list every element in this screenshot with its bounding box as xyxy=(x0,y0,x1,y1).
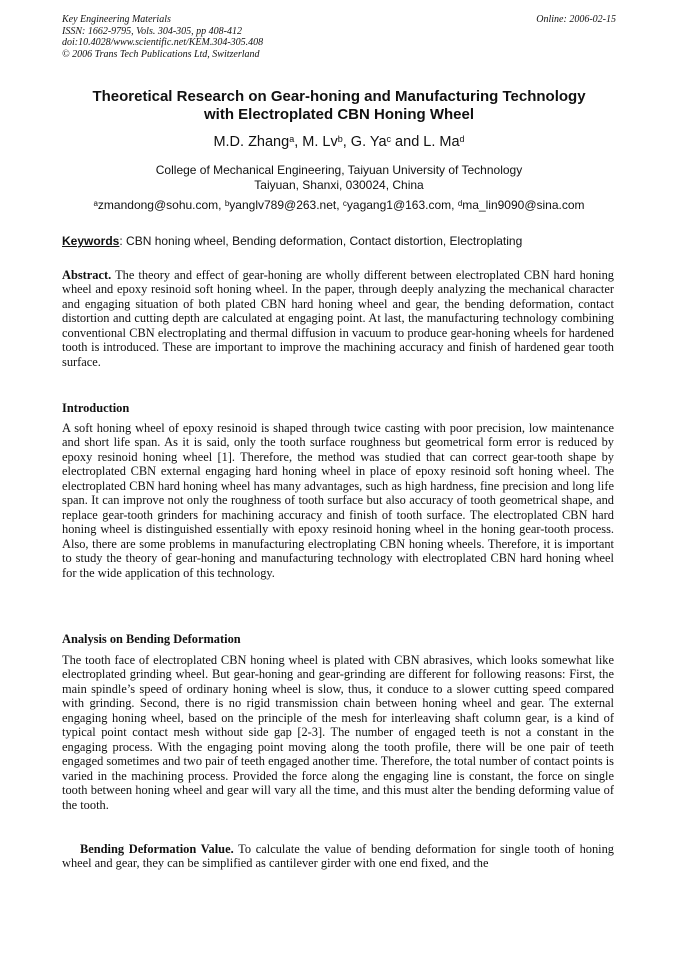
email-mark: d xyxy=(457,199,463,208)
affiliation-line-2: Taiyuan, Shanxi, 030024, China xyxy=(254,178,424,192)
online-date: Online: 2006-02-15 xyxy=(536,14,616,25)
email-separator: , xyxy=(218,198,225,212)
author-name: M. Lv xyxy=(302,134,338,150)
author-separator: , xyxy=(342,134,351,150)
author-separator: , xyxy=(294,134,303,150)
keywords-label: Keywords xyxy=(62,234,120,248)
title-line-1: Theoretical Research on Gear-honing and Manufacturing Technology xyxy=(92,88,586,105)
author-separator: and xyxy=(391,134,424,150)
email-mark: b xyxy=(224,199,230,208)
email-mark: a xyxy=(93,199,98,208)
author-name: M.D. Zhang xyxy=(213,134,290,150)
author-name: G. Ya xyxy=(350,134,387,150)
keywords-text: : CBN honing wheel, Bending deformation, Contact distortion, Electroplating xyxy=(119,234,523,248)
issn-line: ISSN: 1662-9795, Vols. 304-305, pp 408-412 xyxy=(62,25,242,37)
email-separator: , xyxy=(336,198,343,212)
author-affiliation-mark: c xyxy=(386,134,392,144)
bending-paragraph: The tooth face of electroplated CBN honing wheel is plated with CBN abrasives, which looks somewhat like electroplated grinding wheel. But gear-honing and gear-grinding are different for following reasons: First, the main spindle’s speed of ordinary honing wheel is slow, thus, it conduce to a slower cutting speed compared with grinding. Second, there is no rigid transmission chain between honing wheel and gear. The external engaging honing wheel, based on the principle of the mesh for interleaving shaft column gear, is a kind of typical point contact mesh without side gap [2-3]. The number of engaged teeth is not a constant in the engaging process. With the engaging point moving along the tooth profile, there will be one pair of teeth engaged sometimes and two pair of teeth engaged another time. Therefore, the total number of contact points is varied in the machining process. Provided the force along the engaging line is constant, the force on single tooth between honing wheel and gear will vary all the time, and this must alter the bending deforming value of the tooth. xyxy=(62,653,615,812)
email-separator: , xyxy=(451,198,458,212)
author-affiliation-mark: d xyxy=(459,134,465,144)
subsection-text: To calculate the value of bending deformation for single tooth of honing wheel and gear, they can be simplified as cantilever girder with one end fixed, and the xyxy=(62,842,614,871)
abstract-label: Abstract. xyxy=(62,268,112,282)
email-list xyxy=(62,198,616,213)
journal-name: Key Engineering Materials xyxy=(62,14,171,25)
section-heading-introduction: Introduction xyxy=(62,401,130,415)
bending-value-paragraph xyxy=(62,842,614,871)
author-name: L. Ma xyxy=(423,134,460,150)
author-list xyxy=(62,133,616,151)
author-affiliation-mark: a xyxy=(289,134,295,144)
subsection-label: Bending Deformation Value. xyxy=(80,842,234,856)
keywords xyxy=(62,234,616,249)
email-address: yanglv789@263.net xyxy=(229,198,337,212)
email-mark: c xyxy=(342,199,347,208)
paper-title xyxy=(62,88,616,124)
affiliation xyxy=(62,163,616,193)
email-address: ma_lin9090@sina.com xyxy=(462,198,585,212)
author-affiliation-mark: b xyxy=(337,134,343,144)
email-address: zmandong@sohu.com xyxy=(97,198,219,212)
abstract-text: The theory and effect of gear-honing are wholly different between electroplated CBN hard honing wheel and epoxy resinoid soft honing wheel. In the paper, through deeply analyzing the mechanical character and engaging situation of both plated CBN hard honing wheel and gear, the bending deformation, contact distortion and cutting depth are calculated at engaging point. At last, the manufacturing technology combining conventional CBN electroplating and thermal diffusion in vacuum to produce gear-honing wheels for hardened tooth is introduced. These are important to improve the machining accuracy and finish of hardened gear tooth surface. xyxy=(62,268,614,369)
abstract xyxy=(62,268,614,369)
title-line-2: with Electroplated CBN Honing Wheel xyxy=(203,106,474,123)
copyright-line: © 2006 Trans Tech Publications Ltd, Switzerland xyxy=(62,48,260,60)
affiliation-line-1: College of Mechanical Engineering, Taiyuan University of Technology xyxy=(155,163,523,177)
doi-line: doi:10.4028/www.scientific.net/KEM.304-305.408 xyxy=(62,37,264,48)
publication-metadata xyxy=(62,14,263,60)
introduction-paragraph: A soft honing wheel of epoxy resinoid is shaped through twice casting with poor precision, low maintenance and short life span. As it is said, only the tooth surface roughness but geometrical form error is reduced by epoxy resinoid honing wheel [1]. Therefore, the method was studied that can correct gear-tooth shape by electroplated CBN external engaging hard honing wheel in place of epoxy resinoid soft honing wheel. The electroplated CBN hard honing wheel has many advantages, such as high hardness, fine precision and long life span. It can improve not only the roughness of tooth surface but also accuracy of tooth geometrical shape, and replace gear-tooth grinders for machining accuracy and finish of tooth surface. The electroplated CBN hard honing wheel is distinguished essentially with epoxy resinoid honing wheel in the honing gear-tooth process. Also, there are some problems in manufacturing electroplating CBN honing wheels. Therefore, it is important to study the theory of gear-honing and manufacturing technology with electroplated CBN hard honing wheel for the wide application of this technology. xyxy=(62,421,614,580)
email-address: yagang1@163.com xyxy=(346,198,452,212)
section-heading-bending-deformation: Analysis on Bending Deformation xyxy=(62,632,241,646)
